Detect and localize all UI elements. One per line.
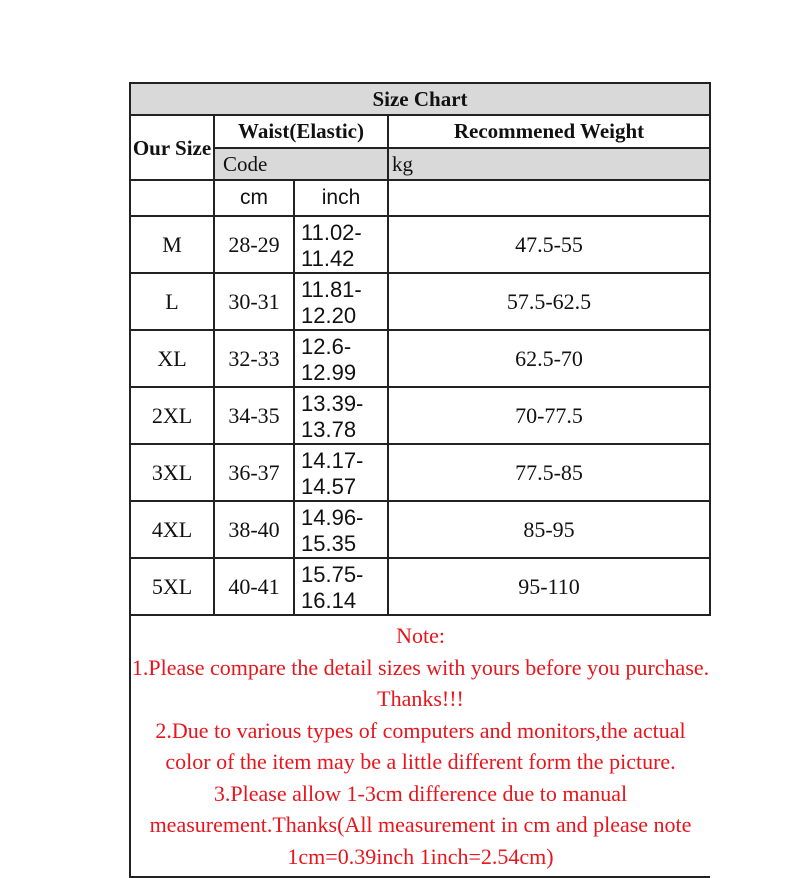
header-row-1 xyxy=(130,115,710,148)
size-cell: 5XL xyxy=(130,558,214,615)
cm-cell: 40-41 xyxy=(214,558,294,615)
unit-blank-cell xyxy=(130,180,214,216)
size-chart-sheet xyxy=(129,82,710,869)
waist-header: Waist(Elastic) xyxy=(214,115,388,148)
cm-cell: 32-33 xyxy=(214,330,294,387)
our-size-header xyxy=(130,115,214,180)
header-row-2 xyxy=(130,148,710,180)
table-row xyxy=(130,501,710,558)
table-row xyxy=(130,273,710,330)
inch-cell: 15.75-16.14 xyxy=(294,558,388,615)
weight-cell: 85-95 xyxy=(388,501,710,558)
cm-cell: 30-31 xyxy=(214,273,294,330)
size-cell: L xyxy=(130,273,214,330)
unit-row xyxy=(130,180,710,216)
title-row xyxy=(130,83,710,115)
table-row xyxy=(130,330,710,387)
weight-cell: 70-77.5 xyxy=(388,387,710,444)
size-cell: 4XL xyxy=(130,501,214,558)
unit-weight-blank-cell xyxy=(388,180,710,216)
inch-cell: 12.6-12.99 xyxy=(294,330,388,387)
note-heading: Note: xyxy=(396,623,445,648)
cm-cell: 28-29 xyxy=(214,216,294,273)
weight-cell: 95-110 xyxy=(388,558,710,615)
inch-cell: 14.17-14.57 xyxy=(294,444,388,501)
cm-header: cm xyxy=(214,180,294,216)
inch-cell: 11.02-11.42 xyxy=(294,216,388,273)
kg-header: kg xyxy=(388,148,710,180)
size-cell: 3XL xyxy=(130,444,214,501)
inch-cell: 14.96-15.35 xyxy=(294,501,388,558)
table-row xyxy=(130,387,710,444)
note-line-1: 1.Please compare the detail sizes with yours before you purchase. Thanks!!! xyxy=(131,654,710,711)
size-chart-table xyxy=(129,82,711,878)
note-line-3: 3.Please allow 1-3cm difference due to manual measurement.Thanks(All measurement in cm and please note 1cm=0.39inch 1inch=2.54cm) xyxy=(149,780,692,869)
weight-cell: 62.5-70 xyxy=(388,330,710,387)
size-cell: 2XL xyxy=(130,387,214,444)
table-row xyxy=(130,444,710,501)
note-line-2: 2.Due to various types of computers and monitors,the actual color of the item may be a little different form the picture. xyxy=(155,717,686,774)
weight-cell: 47.5-55 xyxy=(388,216,710,273)
cm-cell: 36-37 xyxy=(214,444,294,501)
size-cell: M xyxy=(130,216,214,273)
weight-header: Recommened Weight xyxy=(388,115,710,148)
our-size-header-text: Our Size xyxy=(132,135,212,160)
table-row xyxy=(130,216,710,273)
weight-cell: 57.5-62.5 xyxy=(388,273,710,330)
weight-cell: 77.5-85 xyxy=(388,444,710,501)
chart-title: Size Chart xyxy=(130,83,710,115)
cm-cell: 38-40 xyxy=(214,501,294,558)
size-cell: XL xyxy=(130,330,214,387)
inch-cell: 13.39-13.78 xyxy=(294,387,388,444)
inch-header: inch xyxy=(294,180,388,216)
cm-cell: 34-35 xyxy=(214,387,294,444)
note-row xyxy=(130,615,710,877)
code-header: Code xyxy=(214,148,388,180)
note-block xyxy=(130,615,710,877)
table-row xyxy=(130,558,710,615)
inch-cell: 11.81-12.20 xyxy=(294,273,388,330)
